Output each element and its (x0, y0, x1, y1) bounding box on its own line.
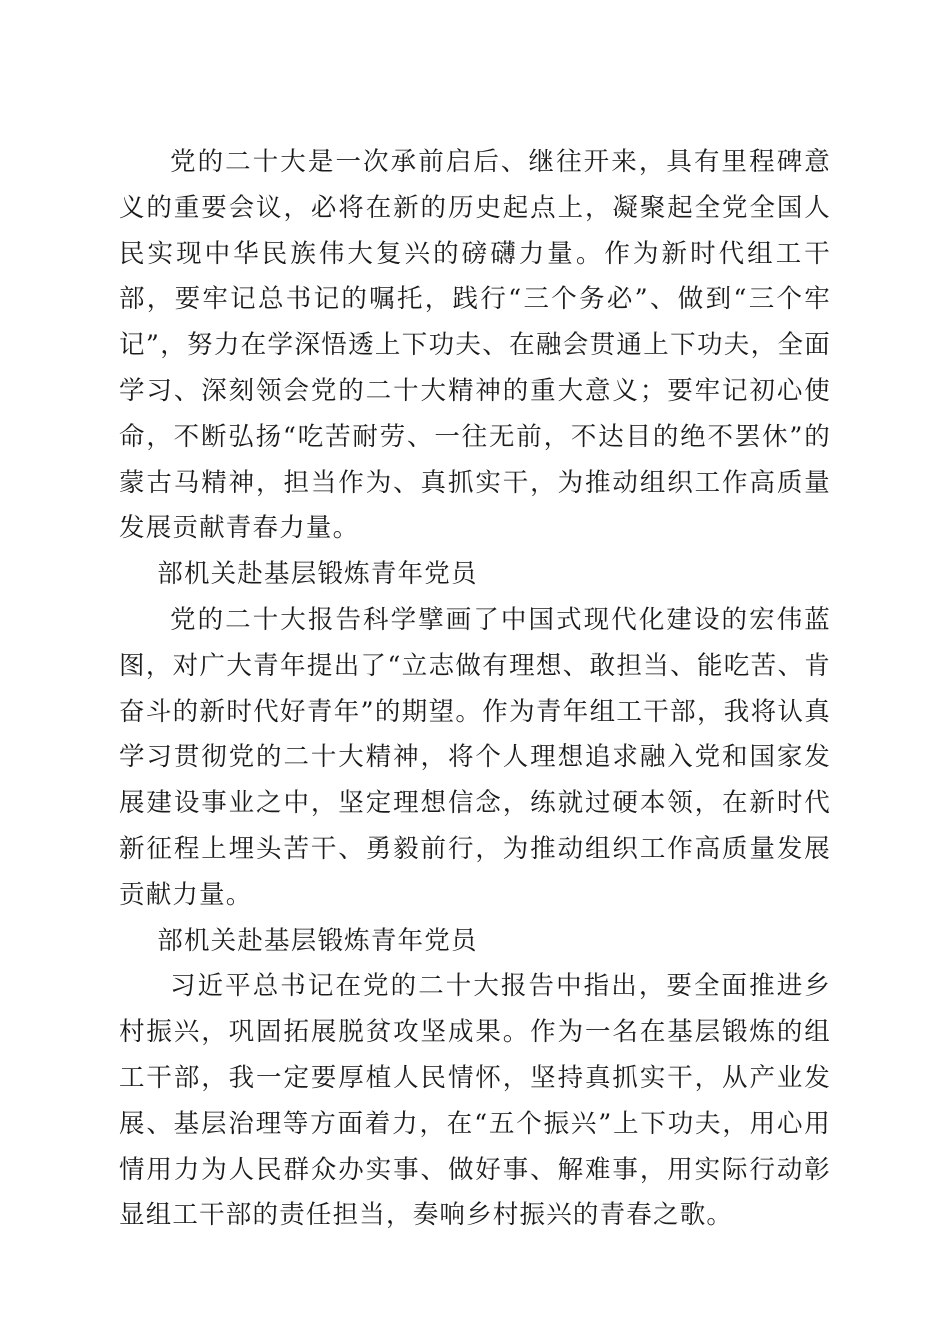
document-body (119, 140, 831, 1239)
signature-line-1: 部机关赴基层锻炼青年党员 (157, 559, 478, 590)
paragraph-1: 党的二十大是一次承前启后、继往开来，具有里程碑意义的重要会议，必将在新的历史起点上，凝聚起全党全国人民实现中华民族伟大复兴的磅礴力量。作为新时代组工干部，要牢记总书记的嘱托，践行“三个务必”、做到“三个牢记”，努力在学深悟透上下功夫、在融会贯通上下功夫，全面学习、深刻领会党的二十大精神的重大意义；要牢记初心使命，不断弘扬“吃苦耐劳、一往无前，不达目的绝不罢休”的蒙古马精神，担当作为、真抓实干，为推动组织工作高质量发展贡献青春力量。 (119, 147, 831, 544)
paragraph-3: 习近平总书记在党的二十大报告中指出，要全面推进乡村振兴，巩固拓展脱贫攻坚成果。作为一名在基层锻炼的组工干部，我一定要厚植人民情怀，坚持真抓实干，从产业发展、基层治理等方面着力，在“五个振兴”上下功夫，用心用情用力为人民群众办实事、做好事、解难事，用实际行动彰显组工干部的责任担当，奏响乡村振兴的青春之歌。 (119, 971, 831, 1231)
paragraph-2: 党的二十大报告科学擘画了中国式现代化建设的宏伟蓝图，对广大青年提出了“立志做有理想、敢担当、能吃苦、肯奋斗的新时代好青年”的期望。作为青年组工干部，我将认真学习贯彻党的二十大精神，将个人理想追求融入党和国家发展建设事业之中，坚定理想信念，练就过硬本领，在新时代新征程上埋头苦干、勇毅前行，为推动组织工作高质量发展贡献力量。 (119, 604, 831, 910)
signature-line-2: 部机关赴基层锻炼青年党员 (157, 925, 478, 956)
